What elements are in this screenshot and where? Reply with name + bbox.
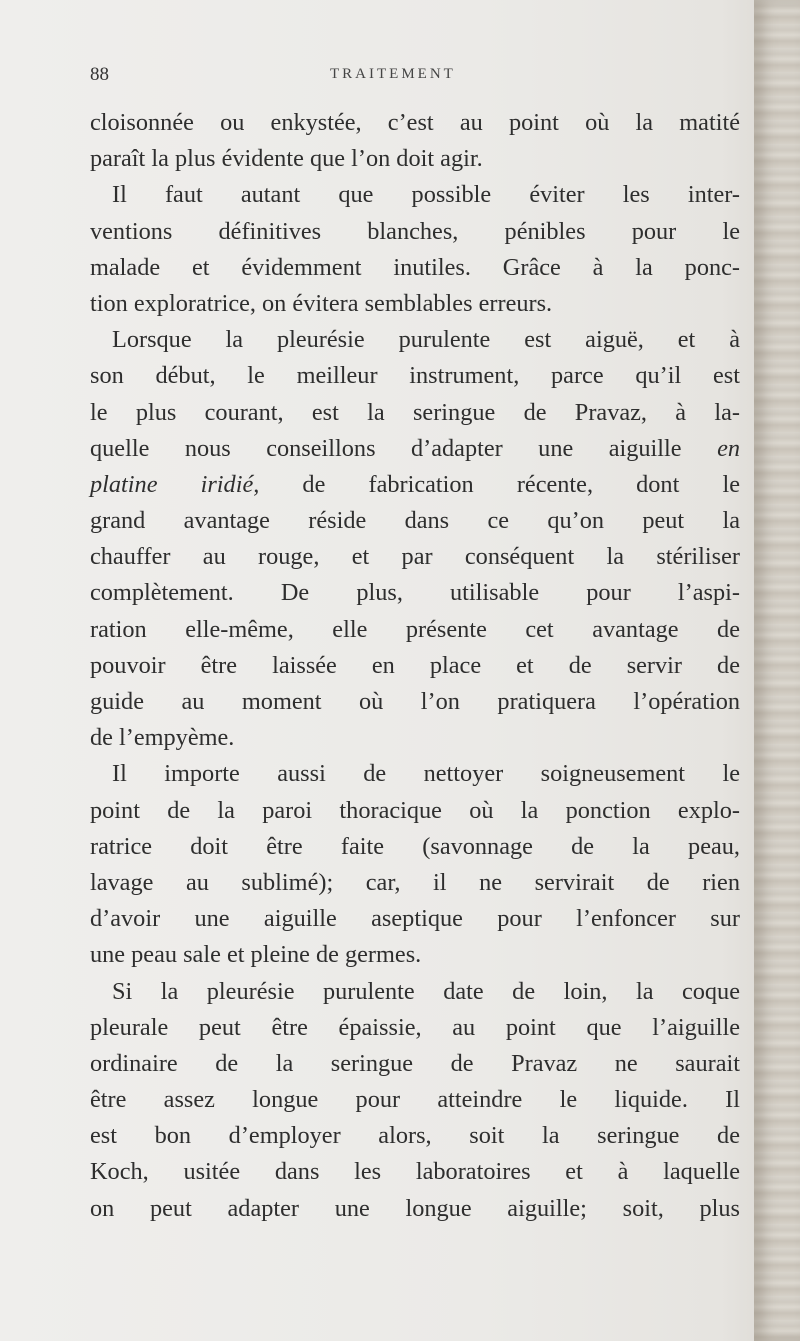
text-line: cloisonnée ou enkystée, c’est au point où la matité	[90, 109, 740, 136]
text-line: ventions définitives blanches, pénibles pour le	[90, 217, 740, 245]
text-line: grand avantage réside dans ce qu’on peut la	[90, 507, 740, 535]
text-line: ration elle-même, elle présente cet avantage de	[90, 615, 740, 643]
running-head: TRAITEMENT	[330, 66, 456, 82]
page-header	[0, 64, 800, 90]
text-line: on peut adapter une longue aiguille; soit, plus	[90, 1194, 740, 1222]
text-line: lavage au sublimé); car, il ne servirait de rien	[90, 868, 740, 896]
text-line: pouvoir être laissée en place et de servir de	[90, 651, 740, 679]
text-line: Il importe aussi de nettoyer soigneusement le	[112, 760, 740, 788]
text-line: pleurale peut être épaissie, au point que l’aiguille	[90, 1013, 740, 1041]
page-number: 88	[90, 64, 109, 85]
line-text: quelle nous conseillons d’adapter une aiguille	[90, 434, 718, 462]
text-line: point de la paroi thoracique où la ponction explo-	[90, 796, 740, 824]
text-line: malade et évidemment inutiles. Grâce à la ponc-	[90, 253, 740, 281]
text-line: Koch, usitée dans les laboratoires et à laquelle	[90, 1158, 740, 1186]
text-line: Lorsque la pleurésie purulente est aiguë, et à	[112, 326, 740, 354]
text-line: ordinaire de la seringue de Pravaz ne saurait	[90, 1049, 740, 1077]
text-line: ratrice doit être faite (savonnage de la peau,	[90, 832, 740, 860]
text-line	[90, 467, 740, 503]
text-line: guide au moment où l’on pratiquera l’opération	[90, 688, 740, 715]
body-text	[90, 105, 740, 1227]
text-line: une peau sale et pleine de germes.	[90, 941, 422, 969]
text-line: chauffer au rouge, et par conséquent la stériliser	[90, 543, 740, 571]
text-line: Si la pleurésie purulente date de loin, la coque	[112, 977, 740, 1005]
text-line: tion exploratrice, on évitera semblables erreurs.	[90, 289, 553, 317]
text-line: d’avoir une aiguille aseptique pour l’enfoncer sur	[90, 905, 740, 933]
text-line: être assez longue pour atteindre le liquide. Il	[90, 1086, 740, 1114]
text-line: de l’empyème.	[90, 724, 235, 752]
text-line: paraît la plus évidente que l’on doit agir.	[90, 145, 483, 173]
italic-text: en	[717, 434, 740, 462]
line-text: de fabrication récente, dont le	[259, 470, 740, 498]
text-line	[90, 431, 740, 467]
text-line: son début, le meilleur instrument, parce qu’il est	[90, 362, 740, 390]
text-line: Il faut autant que possible éviter les inter-	[112, 181, 740, 209]
text-line: le plus courant, est la seringue de Pravaz, à la-	[90, 398, 740, 426]
text-line: est bon d’employer alors, soit la seringue de	[90, 1122, 740, 1150]
italic-text: platine iridié,	[90, 470, 260, 498]
page-edge-shadow	[754, 0, 800, 1341]
text-line: complètement. De plus, utilisable pour l’aspi-	[90, 579, 740, 607]
